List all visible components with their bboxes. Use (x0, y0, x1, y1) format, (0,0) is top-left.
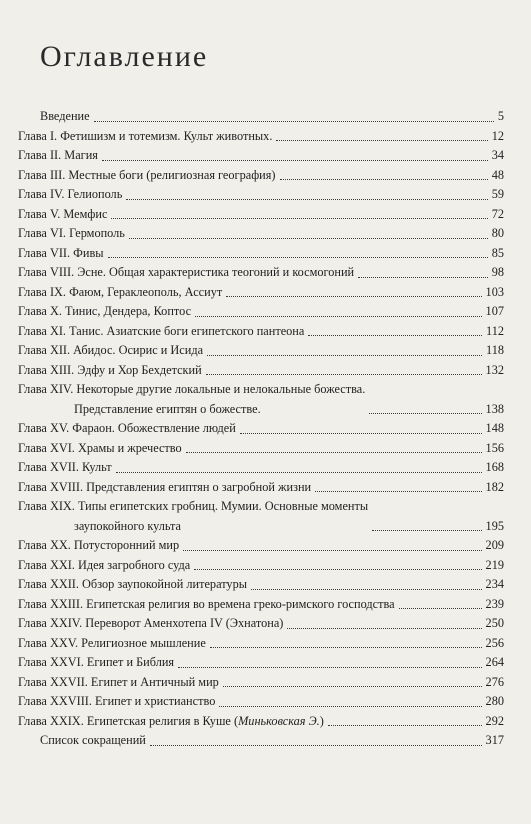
dot-leader (315, 491, 481, 492)
toc-entry-title: Список сокращений (40, 733, 146, 747)
toc-entry-title: Глава I. Фетишизм и тотемизм. Культ животных. (18, 128, 273, 143)
dot-leader (328, 725, 482, 726)
toc-entry-page: 107 (485, 304, 504, 318)
toc-entry-page: 59 (491, 187, 504, 201)
toc-entry-page: 317 (485, 733, 504, 747)
toc-entry-chapter-12[interactable] (18, 341, 504, 361)
toc-entry-page: 264 (485, 655, 504, 669)
toc-entry-title: Глава XI. Танис. Азиатские боги египетского пантеона (18, 323, 305, 338)
toc-entry-title: Глава XX. Потусторонний мир (18, 538, 180, 552)
toc-entry-title: Глава VI. Гермополь (18, 226, 125, 240)
toc-entry-chapter-13[interactable] (18, 361, 504, 381)
toc-entry-page: 148 (485, 421, 504, 435)
toc-entry-chapter-15[interactable] (18, 419, 504, 439)
dot-leader (186, 452, 482, 453)
toc-entry-page: 292 (485, 713, 504, 728)
dot-leader (369, 413, 481, 414)
toc-entry-title-end: ) (319, 713, 324, 728)
toc-entry-title: Глава II. Магия (18, 148, 98, 162)
page-title: Оглавление (40, 40, 209, 73)
dot-leader (183, 550, 481, 551)
dot-leader (240, 433, 482, 434)
toc-entry-page: 219 (485, 557, 504, 572)
toc-entry-title: Глава XV. Фараон. Обожествление людей (18, 421, 236, 435)
toc-entry-chapter-27[interactable] (18, 673, 504, 693)
toc-entry-title: Глава V. Мемфис (18, 206, 108, 221)
toc-entry-title: Глава XXVIII. Египет и христианство (18, 694, 216, 708)
toc-entry-page: 5 (497, 109, 504, 123)
toc-entry-chapter-14[interactable] (18, 380, 504, 419)
toc-entry-title: Глава XII. Абидос. Осирис и Исида (18, 343, 204, 357)
toc-entry-title (18, 497, 368, 536)
toc-entry-title-line-1: Глава XIX. Типы египетских гробниц. Мумии. Основные моменты (18, 499, 369, 513)
toc-entry-chapter-28[interactable] (18, 692, 504, 712)
toc-entry-title: Глава XXI. Идея загробного суда (18, 557, 191, 572)
toc-entry-title: Глава X. Тинис, Дендера, Коптос (18, 304, 192, 318)
toc-entry-page: 280 (485, 694, 504, 708)
toc-entry-page: 156 (485, 440, 504, 455)
toc-entry-chapter-17[interactable] (18, 458, 504, 478)
toc-entry-title: Глава III. Местные боги (религиозная география) (18, 167, 276, 182)
dot-leader (251, 589, 482, 590)
toc-entry-chapter-10[interactable] (18, 302, 504, 322)
dot-leader (150, 745, 482, 746)
table-of-contents (18, 107, 504, 751)
toc-entry-chapter-24[interactable] (18, 614, 504, 634)
toc-entry-page: 256 (485, 635, 504, 650)
dot-leader (102, 160, 488, 161)
dot-leader (194, 569, 481, 570)
dot-leader (195, 316, 482, 317)
toc-entry-title: Глава XVIII. Представления египтян о загробной жизни (18, 479, 312, 494)
toc-entry-page: 182 (485, 479, 504, 494)
toc-entry-title: Глава XXV. Религиозное мышление (18, 635, 206, 650)
toc-entry-title: Глава XVII. Культ (18, 460, 112, 474)
toc-entry-chapter-2[interactable] (18, 146, 504, 166)
toc-entry-chapter-4[interactable] (18, 185, 504, 205)
toc-entry-page: 85 (491, 245, 504, 260)
toc-entry-title: Глава XVI. Храмы и жречество (18, 440, 182, 455)
toc-entry-page: 48 (491, 167, 504, 182)
toc-entry-chapter-9[interactable] (18, 283, 504, 303)
toc-entry-page: 112 (486, 323, 504, 338)
toc-entry-chapter-19[interactable] (18, 497, 504, 536)
toc-entry-page: 195 (485, 518, 504, 533)
toc-entry-title: Введение (40, 109, 90, 123)
toc-entry-page: 34 (491, 148, 504, 162)
toc-entry-chapter-22[interactable] (18, 575, 504, 595)
dot-leader (116, 472, 482, 473)
toc-entry-chapter-11[interactable] (18, 322, 504, 342)
toc-entry-chapter-26[interactable] (18, 653, 504, 673)
dot-leader (108, 257, 488, 258)
toc-entry-introduction[interactable] (18, 107, 504, 127)
toc-entry-chapter-18[interactable] (18, 478, 504, 498)
toc-entry-chapter-20[interactable] (18, 536, 504, 556)
toc-entry-title: Глава VII. Фивы (18, 245, 104, 260)
dot-leader (223, 686, 482, 687)
toc-entry-abbreviations[interactable] (18, 731, 504, 751)
toc-entry-chapter-21[interactable] (18, 556, 504, 576)
dot-leader (207, 355, 482, 356)
toc-entry-title: Глава IV. Гелиополь (18, 187, 123, 201)
toc-entry-title: Глава XXVII. Египет и Античный мир (18, 674, 219, 689)
toc-entry-title: Глава XXIII. Египетская религия во времена греко-римского господства (18, 596, 395, 611)
toc-entry-title: Глава XXIV. Переворот Аменхотепа IV (Эхнатона) (18, 616, 284, 630)
toc-entry-title-main: Глава XXIX. Египетская религия в Куше ( (18, 713, 239, 728)
toc-entry-chapter-6[interactable] (18, 224, 504, 244)
toc-entry-page: 168 (485, 460, 504, 474)
dot-leader (276, 140, 487, 141)
dot-leader (129, 238, 488, 239)
toc-entry-page: 72 (491, 206, 504, 221)
dot-leader (280, 179, 488, 180)
toc-entry-title-line-2: Представление египтян о божестве. (74, 401, 261, 416)
toc-entry-page: 12 (491, 128, 504, 143)
dot-leader (308, 335, 482, 336)
toc-entry-chapter-8[interactable] (18, 263, 504, 283)
toc-entry-chapter-16[interactable] (18, 439, 504, 459)
toc-entry-page: 209 (485, 538, 504, 552)
toc-entry-page: 98 (491, 265, 504, 279)
toc-entry-title (18, 380, 365, 419)
dot-leader (206, 374, 482, 375)
dot-leader (94, 121, 494, 122)
toc-entry-title: Глава XXVI. Египет и Библия (18, 655, 175, 669)
toc-entry-chapter-7[interactable] (18, 244, 504, 264)
toc-entry-title: Глава XXII. Обзор заупокойной литературы (18, 577, 247, 591)
toc-entry-chapter-3[interactable] (18, 166, 504, 186)
toc-entry-chapter-23[interactable] (18, 595, 504, 615)
toc-entry-title: Глава XIII. Эдфу и Хор Бехдетский (18, 362, 202, 377)
toc-entry-page: 132 (485, 362, 504, 377)
toc-entry-chapter-29[interactable] (18, 712, 504, 732)
toc-entry-page: 276 (485, 674, 504, 689)
toc-entry-title-line-2: заупокойного культа (74, 518, 182, 533)
toc-entry-page: 138 (485, 401, 504, 416)
dot-leader (358, 277, 488, 278)
toc-entry-author: Миньковская Э. (238, 713, 320, 728)
dot-leader (126, 199, 487, 200)
toc-entry-chapter-25[interactable] (18, 634, 504, 654)
toc-entry-title (18, 712, 324, 732)
dot-leader (210, 647, 482, 648)
dot-leader (178, 667, 481, 668)
dot-leader (287, 628, 481, 629)
toc-entry-title-line-1: Глава XIV. Некоторые другие локальные и нелокальные божества. (18, 382, 366, 396)
dot-leader (226, 296, 481, 297)
dot-leader (219, 706, 481, 707)
toc-entry-page: 234 (485, 577, 504, 591)
dot-leader (399, 608, 482, 609)
dot-leader (111, 218, 487, 219)
toc-entry-chapter-1[interactable] (18, 127, 504, 147)
toc-entry-page: 250 (485, 616, 504, 630)
toc-entry-page: 80 (491, 226, 504, 240)
toc-entry-chapter-5[interactable] (18, 205, 504, 225)
toc-entry-page: 239 (485, 596, 504, 611)
dot-leader (372, 530, 481, 531)
toc-entry-page: 103 (485, 284, 504, 299)
toc-entry-title: Глава VIII. Эсне. Общая характеристика теогоний и космогоний (18, 265, 355, 279)
toc-entry-page: 118 (486, 343, 504, 357)
toc-entry-title: Глава IX. Фаюм, Гераклеополь, Ассиут (18, 284, 223, 299)
